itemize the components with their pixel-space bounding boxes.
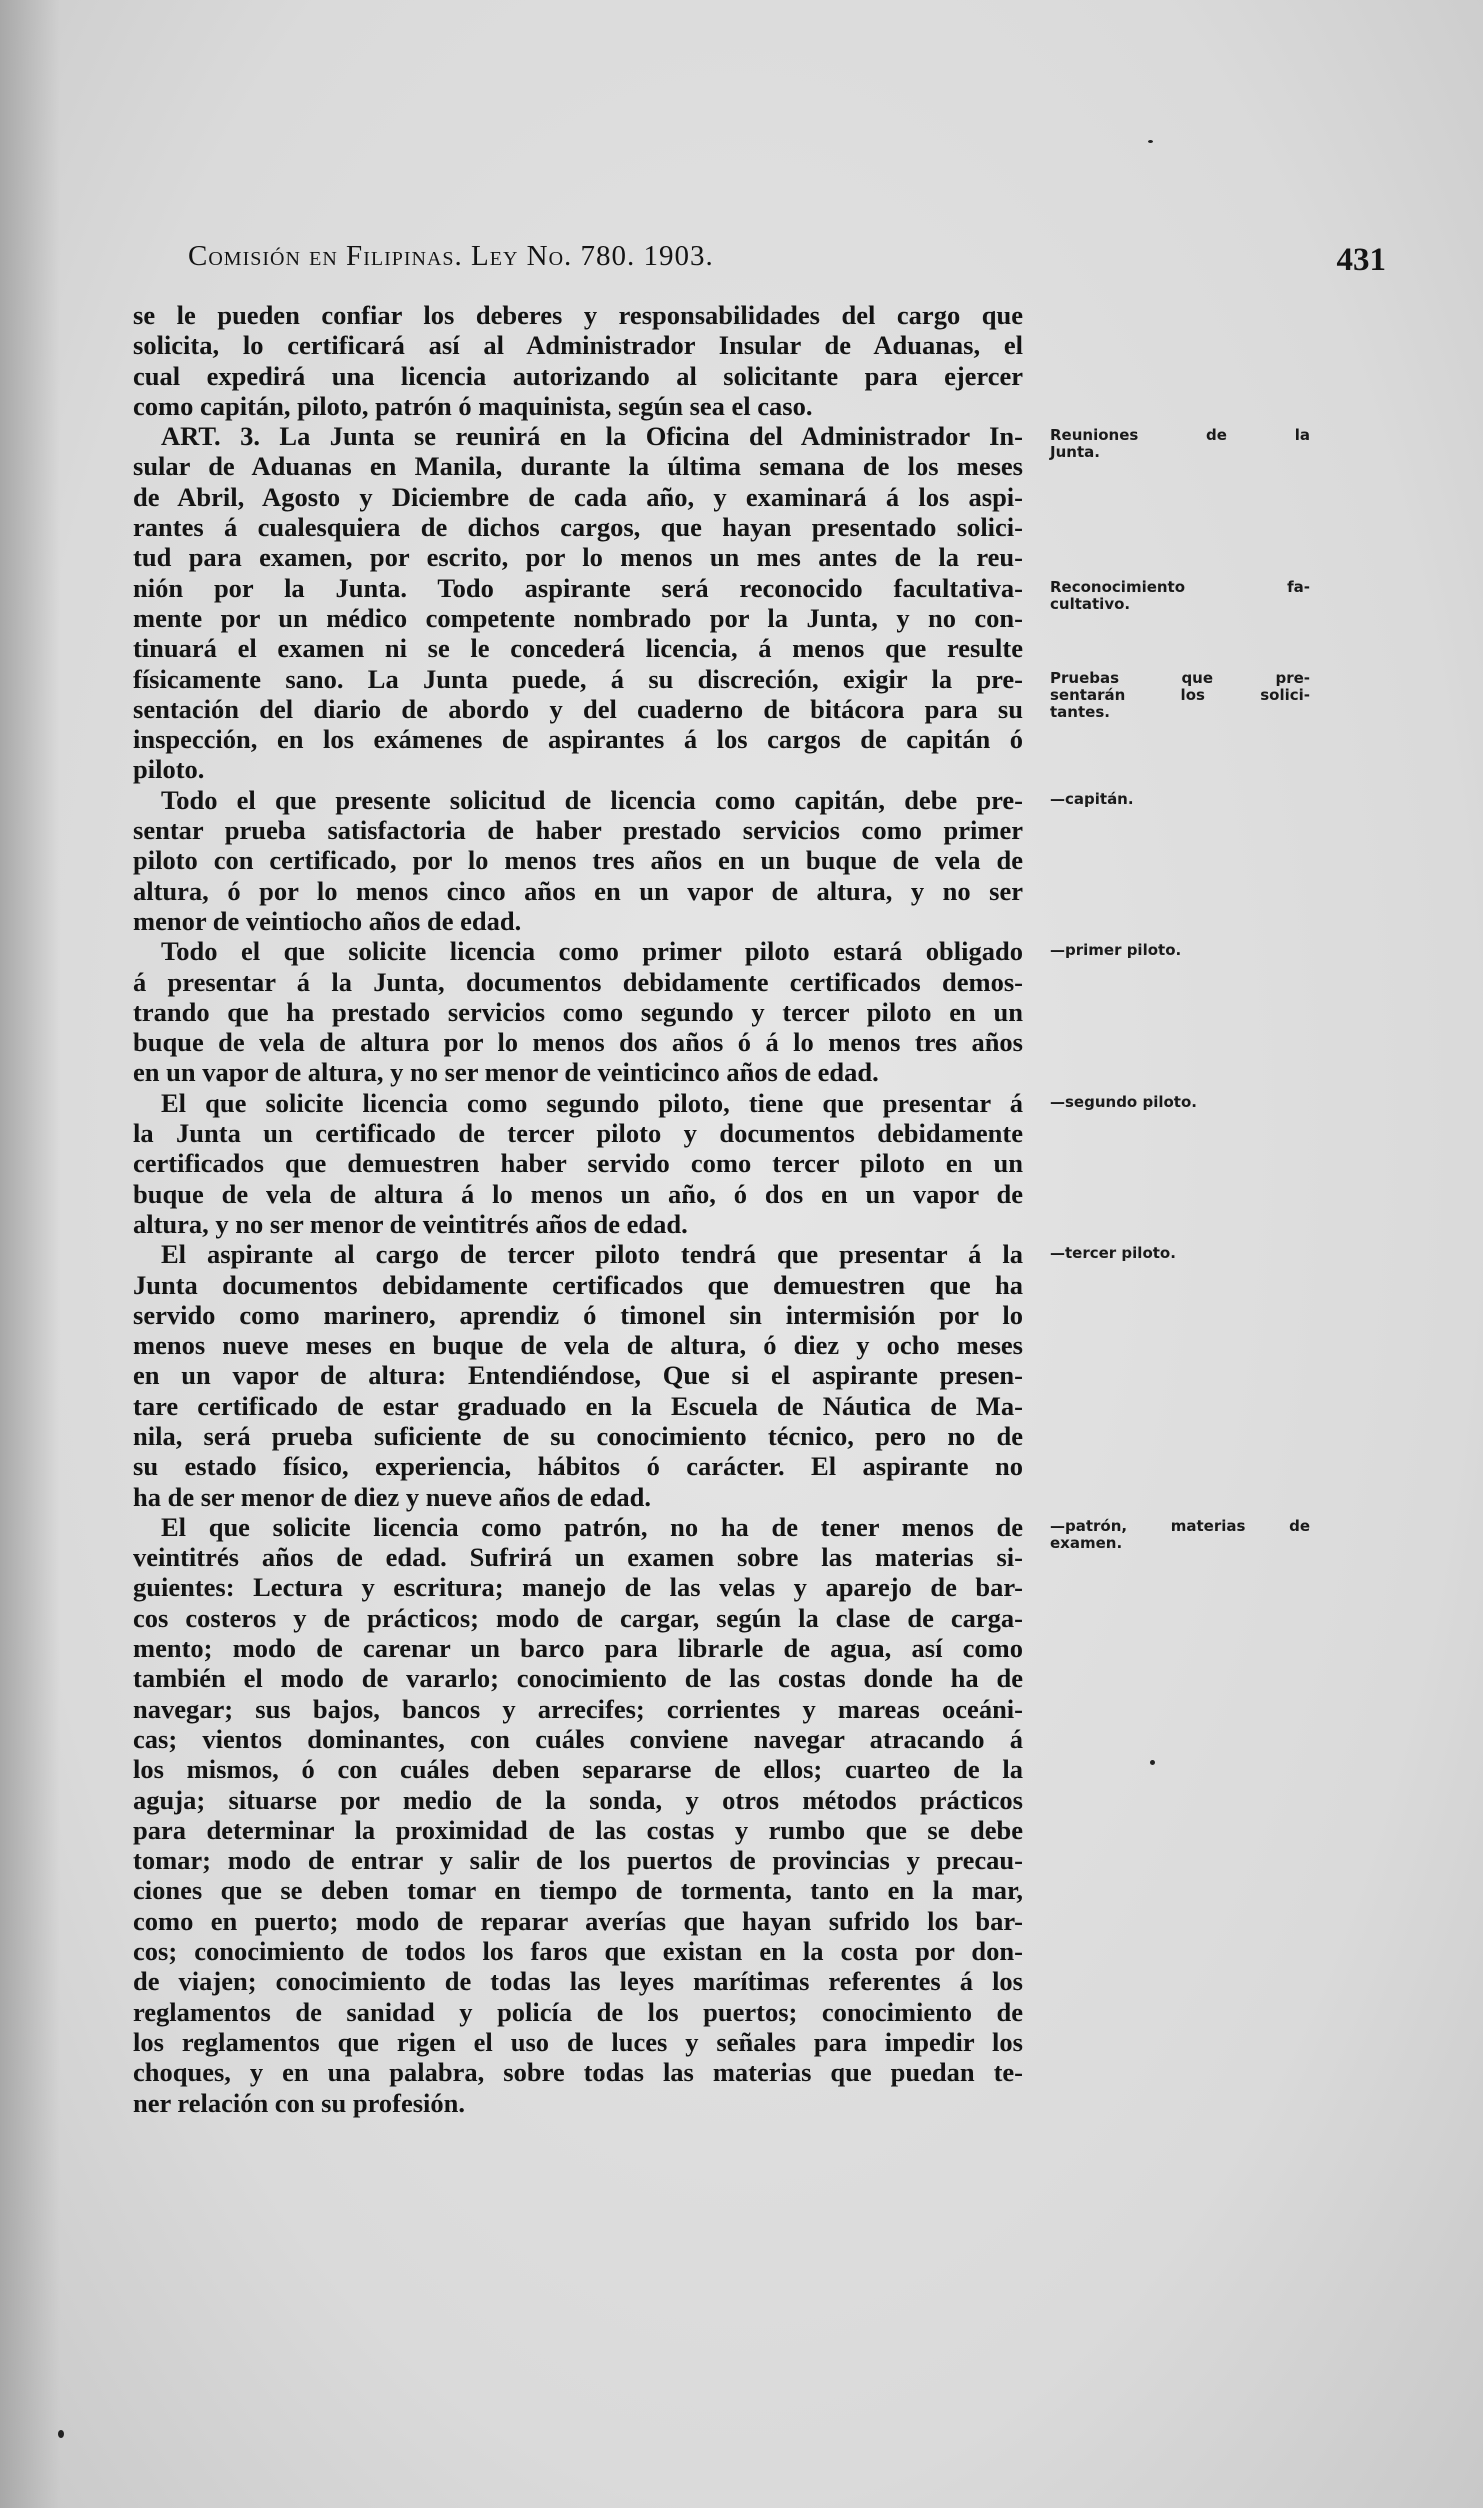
text-line: cas; vientos dominantes, con cuáles conviene navegar atracando á xyxy=(133,1723,1023,1754)
text-line: se le pueden confiar los deberes y responsabilidades del cargo que xyxy=(133,300,1023,330)
text-line: guientes: Lectura y escritura; manejo de las velas y aparejo de bar- xyxy=(133,1572,1023,1603)
text-line: menos nueve meses en buque de vela de altura, ó diez y ocho meses xyxy=(133,1330,1023,1361)
text-line: piloto. xyxy=(133,754,205,785)
text-line: El que solicite licencia como patrón, no ha de tener menos de xyxy=(161,1511,1023,1542)
text-line: cos; conocimiento de todos los faros que existan en la costa por don- xyxy=(133,1936,1023,1967)
margin-note xyxy=(1050,427,1310,461)
text-line: ciones que se deben tomar en tiempo de tormenta, tanto en la mar, xyxy=(133,1875,1023,1906)
running-head xyxy=(188,232,1408,282)
page-number: 431 xyxy=(1336,242,1386,278)
text-line: reglamentos de sanidad y policía de los puertos; conocimiento de xyxy=(133,1996,1023,2027)
text-line: cual expedirá una licencia autorizando al solicitante para ejercer xyxy=(133,360,1023,391)
margin-note-line: —patrón, materias de xyxy=(1050,1517,1310,1535)
text-line: buque de vela de altura á lo menos un año, ó dos en un vapor de xyxy=(133,1178,1023,1209)
text-line: los reglamentos que rigen el uso de luces y señales para impedir los xyxy=(133,2026,1023,2057)
text-line: también el modo de vararlo; conocimiento de las costas donde ha de xyxy=(133,1663,1023,1694)
text-line: nila, será prueba suficiente de su conocimiento técnico, pero no de xyxy=(133,1420,1023,1451)
margin-note xyxy=(1050,1518,1310,1552)
text-line: la Junta un certificado de tercer piloto y documentos debidamente xyxy=(133,1118,1023,1149)
text-line: trando que ha prestado servicios como segundo y tercer piloto en un xyxy=(133,996,1023,1027)
text-line: para determinar la proximidad de las costas y rumbo que se debe xyxy=(133,1814,1023,1845)
margin-note-line: Pruebas que pre- xyxy=(1050,668,1310,687)
margin-note-line: —primer piloto. xyxy=(1050,941,1182,960)
text-line: ha de ser menor de diez y nueve años de edad. xyxy=(133,1481,651,1512)
text-line: los mismos, ó con cuáles deben separarse de ellos; cuarteo de la xyxy=(133,1754,1023,1785)
text-line: como capitán, piloto, patrón ó maquinista, según sea el caso. xyxy=(133,390,813,421)
margin-note xyxy=(1050,942,1310,959)
text-line: aguja; situarse por medio de la sonda, y otros métodos prácticos xyxy=(133,1784,1023,1815)
text-line: sentar prueba satisfactoria de haber prestado servicios como primer xyxy=(133,815,1023,846)
running-title: Comisión en Filipinas. Ley No. 780. 1903. xyxy=(188,240,714,272)
text-line: tare certificado de estar graduado en la Escuela de Náutica de Ma- xyxy=(133,1390,1023,1421)
text-line: en un vapor de altura: Entendiéndose, Que si el aspirante presen- xyxy=(133,1360,1023,1391)
text-line: á presentar á la Junta, documentos debidamente certificados demos- xyxy=(133,966,1023,997)
text-line: tud para examen, por escrito, por lo menos un mes antes de la reu- xyxy=(133,542,1023,573)
ink-speck xyxy=(1148,140,1153,143)
margin-note xyxy=(1050,1245,1310,1262)
text-line: altura, y no ser menor de veintitrés años de edad. xyxy=(133,1208,688,1239)
text-line: buque de vela de altura por lo menos dos años ó á lo menos tres años xyxy=(133,1027,1023,1058)
margin-note-line: cultativo. xyxy=(1050,594,1131,613)
text-line: Todo el que solicite licencia como primer piloto estará obligado xyxy=(161,936,1023,967)
margin-note-line: —segundo piloto. xyxy=(1050,1092,1197,1111)
margin-note xyxy=(1050,579,1310,613)
text-line: Todo el que presente solicitud de licencia como capitán, debe pre- xyxy=(161,784,1023,815)
text-line: sentación del diario de abordo y del cuaderno de bitácora para su xyxy=(133,693,1023,724)
ink-speck xyxy=(1150,1760,1155,1765)
text-line: servido como marinero, aprendiz ó timonel sin intermisión por lo xyxy=(133,1299,1023,1330)
margin-note xyxy=(1050,791,1310,808)
text-line: como en puerto; modo de reparar averías que hayan sufrido los bar- xyxy=(133,1905,1023,1936)
text-line: solicita, lo certificará así al Administrador Insular de Aduanas, el xyxy=(133,330,1023,361)
margin-note-line: Reconocimiento fa- xyxy=(1050,577,1310,596)
text-line: físicamente sano. La Junta puede, á su discreción, exigir la pre- xyxy=(133,663,1023,694)
text-line: de Abril, Agosto y Diciembre de cada año, y examinará á los aspi- xyxy=(133,481,1023,512)
text-line: inspección, en los exámenes de aspirantes á los cargos de capitán ó xyxy=(133,724,1023,755)
text-line: menor de veintiocho años de edad. xyxy=(133,905,522,936)
text-line: nión por la Junta. Todo aspirante será reconocido facultativa- xyxy=(133,572,1023,603)
text-line: de viajen; conocimiento de todas las leyes marítimas referentes á los xyxy=(133,1966,1023,1997)
text-line: piloto con certificado, por lo menos tres años en un buque de vela de xyxy=(133,845,1023,876)
text-line: El que solicite licencia como segundo piloto, tiene que presentar á xyxy=(161,1087,1023,1118)
text-line: cos costeros y de prácticos; modo de cargar, según la clase de carga- xyxy=(133,1602,1023,1633)
text-line: veintitrés años de edad. Sufrirá un examen sobre las materias si- xyxy=(133,1542,1023,1573)
text-line: su estado físico, experiencia, hábitos ó carácter. El aspirante no xyxy=(133,1451,1023,1482)
text-line: ART. 3. La Junta se reunirá en la Oficina del Administrador In- xyxy=(161,421,1023,452)
text-line: mente por un médico competente nombrado por la Junta, y no con- xyxy=(133,602,1023,633)
text-line: mento; modo de carenar un barco para librarle de agua, así como xyxy=(133,1633,1023,1664)
text-line: tomar; modo de entrar y salir de los puertos de provincias y precau- xyxy=(133,1845,1023,1876)
margin-note-line: examen. xyxy=(1050,1534,1123,1552)
text-line: rantes á cualesquiera de dichos cargos, que hayan presentado solici- xyxy=(133,512,1023,543)
text-line: ner relación con su profesión. xyxy=(133,2087,466,2118)
text-line: El aspirante al cargo de tercer piloto tendrá que presentar á la xyxy=(161,1239,1023,1270)
margin-note-line: Junta. xyxy=(1050,443,1100,462)
body-text xyxy=(133,300,1023,2118)
text-line: altura, ó por lo menos cinco años en un vapor de altura, y no ser xyxy=(133,875,1023,906)
text-line: choques, y en una palabra, sobre todas las materias que puedan te- xyxy=(133,2057,1023,2088)
margin-note-line: Reuniones de la xyxy=(1050,426,1310,445)
margin-note-line: sentarán los solici- xyxy=(1050,685,1310,704)
text-line: Junta documentos debidamente certificados que demuestren que ha xyxy=(133,1269,1023,1300)
text-line: navegar; sus bajos, bancos y arrecifes; corrientes y mareas oceáni- xyxy=(133,1693,1023,1724)
text-line: en un vapor de altura, y no ser menor de veinticinco años de edad. xyxy=(133,1057,879,1088)
margin-note xyxy=(1050,670,1310,721)
margin-note-line: —tercer piloto. xyxy=(1050,1244,1176,1263)
margin-note-line: tantes. xyxy=(1050,702,1110,721)
ink-speck xyxy=(58,2430,64,2438)
text-line: sular de Aduanas en Manila, durante la última semana de los meses xyxy=(133,451,1023,482)
text-line: certificados que demuestren haber servido como tercer piloto en un xyxy=(133,1148,1023,1179)
margin-note xyxy=(1050,1094,1310,1111)
text-line: tinuará el examen ni se le concederá licencia, á menos que resulte xyxy=(133,633,1023,664)
margin-note-line: —capitán. xyxy=(1050,789,1134,808)
